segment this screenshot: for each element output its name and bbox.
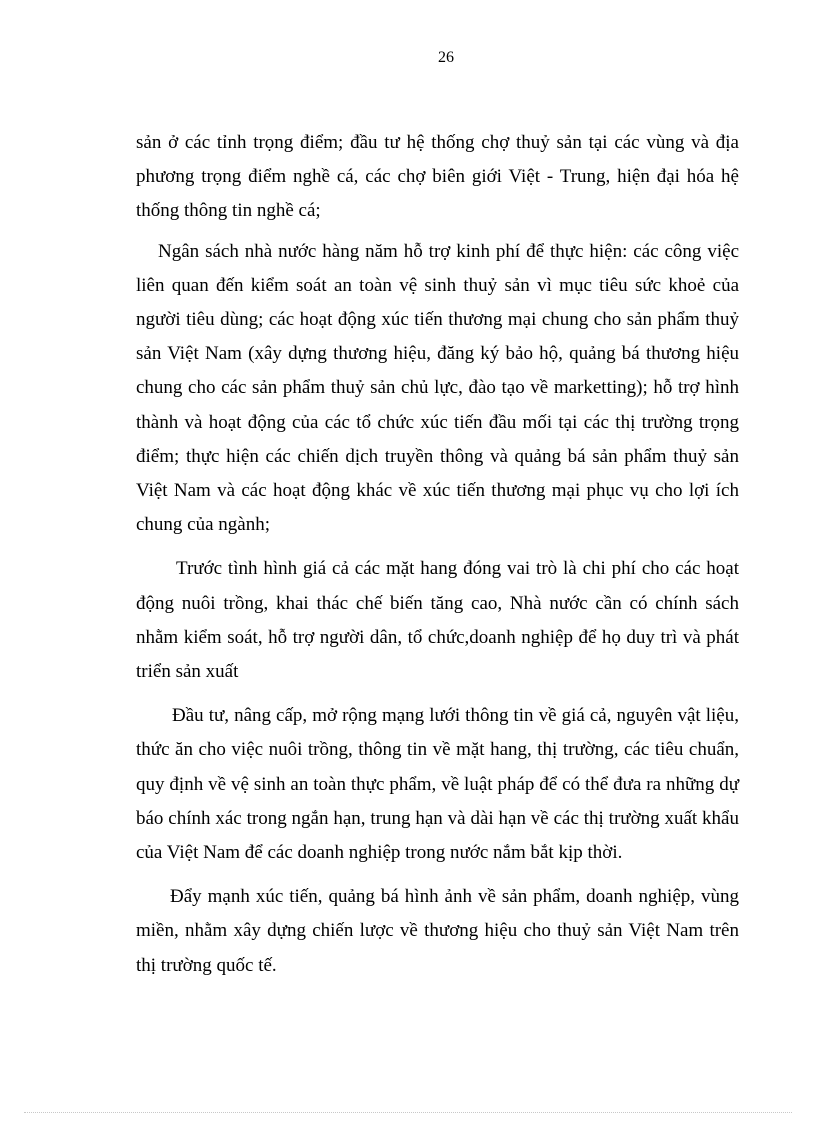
paragraph-brand-promotion: Đẩy mạnh xúc tiến, quảng bá hình ảnh về sản phẩm, doanh nghiệp, vùng miền, nhằm xây dựng chiến lược về thương hiệu cho thuỷ sản Việt Nam trên thị trường quốc tế. (136, 886, 739, 976)
paragraph-price-policy: Trước tình hình giá cả các mặt hang đóng vai trò là chi phí cho các hoạt động nuôi trồng, khai thác chế biến tăng cao, Nhà nước cần có chính sách nhằm kiểm soát, hỗ trợ người dân, tổ chức,doanh nghiệp để họ duy trì và phát triển sản xuất (136, 558, 739, 683)
page-number: 26 (438, 49, 454, 66)
paragraph-continuation: sản ở các tỉnh trọng điểm; đầu tư hệ thống chợ thuỷ sản tại các vùng và địa phương trọng điểm nghề cá, các chợ biên giới Việt - Trung, hiện đại hóa hệ thống thông tin nghề cá; (136, 132, 739, 222)
paragraph-information-network: Đầu tư, nâng cấp, mở rộng mạng lưới thông tin về giá cả, nguyên vật liệu, thức ăn cho việc nuôi trồng, thông tin về mặt hang, thị trường, các tiêu chuẩn, quy định về vệ sinh an toàn thực phẩm, về luật pháp để có thể đưa ra những dự báo chính xác trong ngắn hạn, trung hạn và dài hạn về các thị trường xuất khẩu của Việt Nam để các doanh nghiệp trong nước nắm bắt kịp thời. (136, 705, 739, 864)
document-body (136, 126, 739, 993)
page-bottom-divider (24, 1112, 792, 1113)
paragraph-state-budget: Ngân sách nhà nước hàng năm hỗ trợ kinh phí để thực hiện: các công việc liên quan đến kiểm soát an toàn vệ sinh thuỷ sản vì mục tiêu sức khoẻ của người tiêu dùng; các hoạt động xúc tiến thương mại chung cho sản phẩm thuỷ sản Việt Nam (xây dựng thương hiệu, đăng ký bảo hộ, quảng bá thương hiệu chung cho các sản phẩm thuỷ sản chủ lực, đào tạo về marketting); hỗ trợ hình thành và hoạt động của các tổ chức xúc tiến đầu mối tại các thị trường trọng điểm; thực hiện các chiến dịch truyền thông và quảng bá sản phẩm thuỷ sản Việt Nam và các hoạt động khác về xúc tiến thương mại phục vụ cho lợi ích chung của ngành; (136, 240, 739, 536)
